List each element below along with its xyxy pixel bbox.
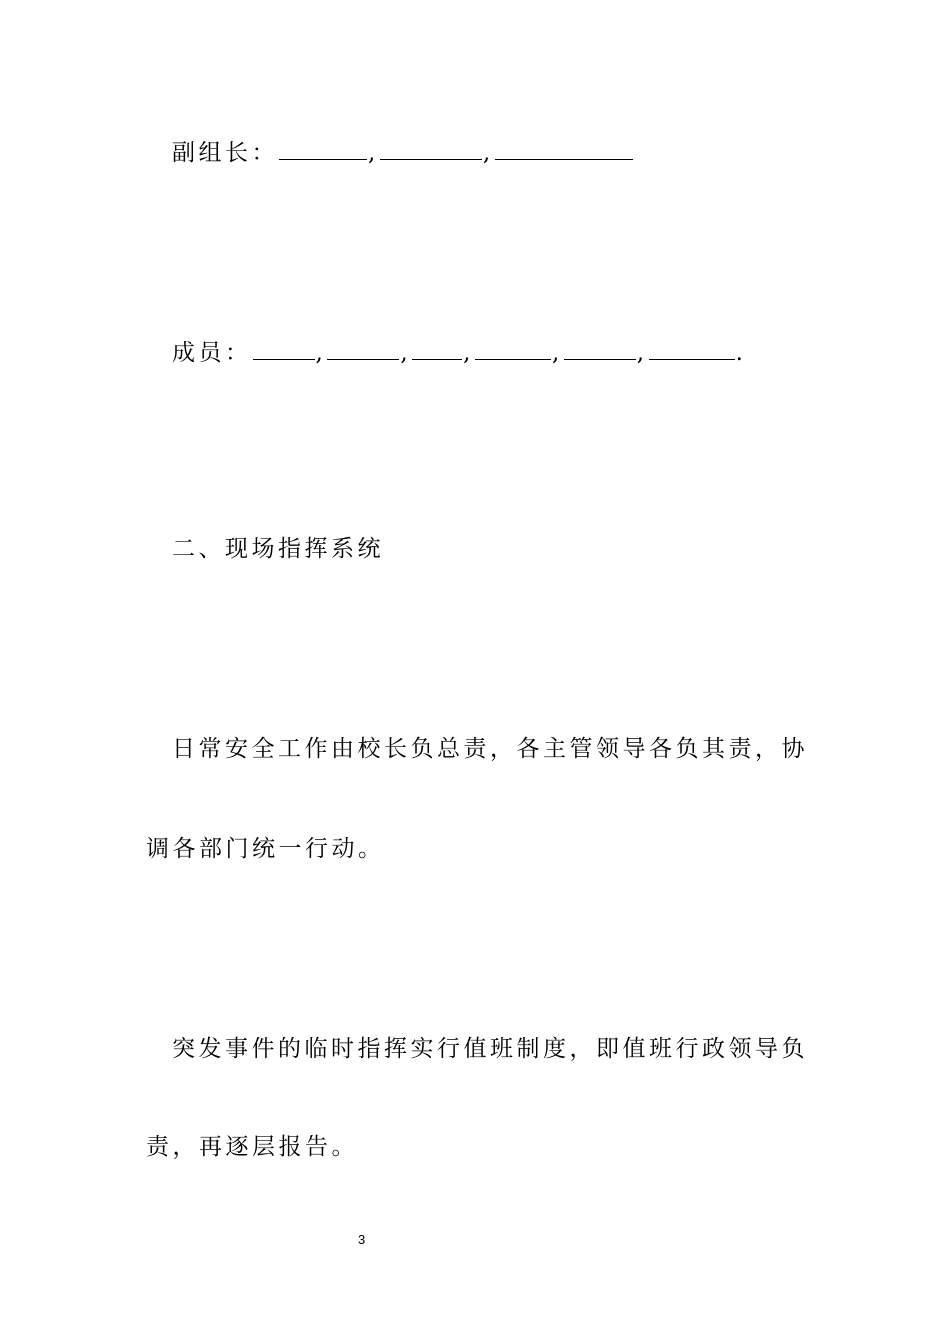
blank-field — [564, 358, 636, 360]
blank-field — [412, 358, 462, 360]
separator: , — [463, 340, 474, 366]
blank-field — [253, 358, 315, 360]
paragraph1-line1: 日常安全工作由校长负总责，各主管领导各负其责，协 — [172, 736, 808, 762]
page-number: 3 — [358, 1232, 366, 1247]
terminal-period: . — [735, 340, 747, 366]
blank-field — [380, 158, 482, 160]
blank-field — [495, 158, 633, 160]
paragraph2-line2: 责，再逐层报告。 — [146, 1134, 358, 1160]
separator: , — [315, 340, 327, 366]
section-heading: 二、现场指挥系统 — [172, 536, 384, 562]
members-label: 成员： — [172, 340, 252, 366]
blank-field — [649, 358, 735, 360]
blank-field — [475, 358, 551, 360]
paragraph1-line2: 调各部门统一行动。 — [146, 836, 385, 862]
separator: , — [482, 140, 494, 166]
blank-field — [327, 358, 399, 360]
separator: , — [636, 340, 648, 366]
separator: , — [400, 340, 412, 366]
blank-field — [279, 158, 367, 160]
members-line — [172, 342, 746, 365]
separator: , — [551, 340, 563, 366]
separator: , — [368, 140, 379, 166]
deputy-leader-line — [172, 142, 634, 165]
deputy-leader-label: 副组长： — [172, 140, 278, 166]
paragraph2-line1: 突发事件的临时指挥实行值班制度，即值班行政领导负 — [172, 1036, 808, 1062]
